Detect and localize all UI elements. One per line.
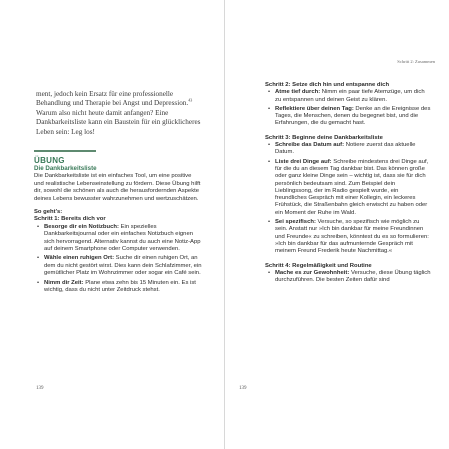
list-item [275,106,431,128]
list-item-text: Plane etwa zehn bis 15 Minuten ein. Es ist wichtig, dass du nicht unter Zeitdruck stehst. [44,279,196,294]
right-page [225,0,449,449]
step4-list [265,270,431,285]
list-item-lead: Sei spezifisch: [275,219,316,226]
step1-heading: Schritt 1: Bereits dich vor [34,216,106,223]
list-item-text: Nimm ein paar tiefe Atemzüge, um dich zu entspannen und deinen Geist zu klären. [275,89,425,103]
list-item [275,270,431,285]
list-item-lead: Atme tief durch: [275,89,321,96]
step4-heading: Schritt 4: Regelmäßigkeit und Routine [265,262,372,269]
list-item-lead: Schreibe das Datum auf: [275,142,345,149]
footnote-marker[interactable]: 43 [188,98,193,104]
step3-list [265,142,431,255]
list-item [44,224,202,254]
page-number-left: 139 [36,386,44,391]
step1-list [34,224,202,295]
list-item-lead: Nimm dir Zeit: [44,279,84,286]
paragraph-text-continued: Warum also nicht heute damit anfangen? Eine Dankbarkeitsliste kann ein Baustein für ein glücklicheres Leben sein: Leg los! [36,108,201,136]
list-item-lead: Mache es zur Gewohnheit: [275,269,350,276]
running-head: Schritt 2: Zusammen [397,59,435,64]
step3-heading: Schritt 3: Beginne deine Dankbarkeitsliste [265,134,383,141]
list-item-text: Schreibe mindestens drei Dinge auf, für die du an diesem Tag dankbar bist. Das können große oder ganz kleine Dinge sein – wichtig ist, dass sie für dich persönlich bedeutsam sind. Zum Beispiel dein Lieblingssong, der im Radio gespielt wurde, ein freundliches Gespräch mit einer Kollegin, ein leckeres Frühstück, die Straßenbahn gleich erwischt zu haben oder ein Moment der Ruhe im Wald. [275,158,429,216]
paragraph-text: ment, jedoch kein Ersatz für eine professionelle Behandlung und Therapie bei Angst und Depression. [36,90,189,108]
how-to-label: So geht's: [34,209,63,216]
exercise-label: ÜBUNG [34,156,65,165]
list-item-lead: Liste drei Dinge auf: [275,158,332,165]
list-item-text: Notiere zuerst das aktuelle Datum. [275,142,416,156]
list-item [275,89,431,104]
list-item-text: Versuche, so spezifisch wie möglich zu sein. Anstatt nur »Ich bin dankbar für meine Freundinnen und Freunde« zu schreiben, könntest du es so formulieren: »Ich bin dankbar für das aufmunternde Gespräch mit meinem Freund Frederik heute Nachmittag.« [275,219,429,255]
step2-list [265,89,431,127]
exercise-divider [34,150,96,152]
page-number-right: 139 [239,386,247,391]
list-item-lead: Besorge dir ein Notizbuch: [44,223,119,230]
exercise-intro: Die Dankbarkeitsliste ist ein einfaches Tool, um eine positive und realistische Lebenseinstellung zu fördern. Diese Übung hilft dir, sowohl die schönen als auch die herausfordernden Aspekte deines Lebens bewusster wahrzunehmen und wertzuschätzen. [34,173,201,202]
list-item [44,255,202,277]
exercise-box [34,150,202,297]
list-item-lead: Reflektiere über deinen Tag: [275,105,354,112]
body-paragraph [36,90,202,137]
list-item [275,159,431,217]
left-page [0,0,224,449]
step2-heading: Schritt 2: Setze dich hin und entspanne dich [265,82,390,88]
list-item-text: Denke an die Ereignisse des Tages, die Menschen, denen du begegnet bist, und die Erfahrungen, die du gemacht hast. [275,105,431,127]
exercise-title: Die Dankbarkeitsliste [34,165,97,172]
list-item-text: Versuche, diese Übung täglich durchzuführen. Die besten Zeiten dafür sind [275,269,431,284]
list-item-lead: Wähle einen ruhigen Ort: [44,255,115,262]
list-item [275,219,431,255]
list-item-text: Ein spezielles Dankbarkeitsjournal oder ein einfaches Notizbuch eignen sich hervorragend. Alternativ kannst du auch eine Notiz-App auf deinem Smartphone oder Computer verwenden. [44,223,201,253]
list-item-text: Suche dir einen ruhigen Ort, an dem du nicht gestört wirst. Dies kann dein Schlafzimmer, ein gemütlicher Platz im Wohnzimmer oder sogar ein Café sein. [44,255,202,277]
list-item [275,142,431,157]
list-item [44,280,202,295]
exercise-continued [265,80,431,286]
